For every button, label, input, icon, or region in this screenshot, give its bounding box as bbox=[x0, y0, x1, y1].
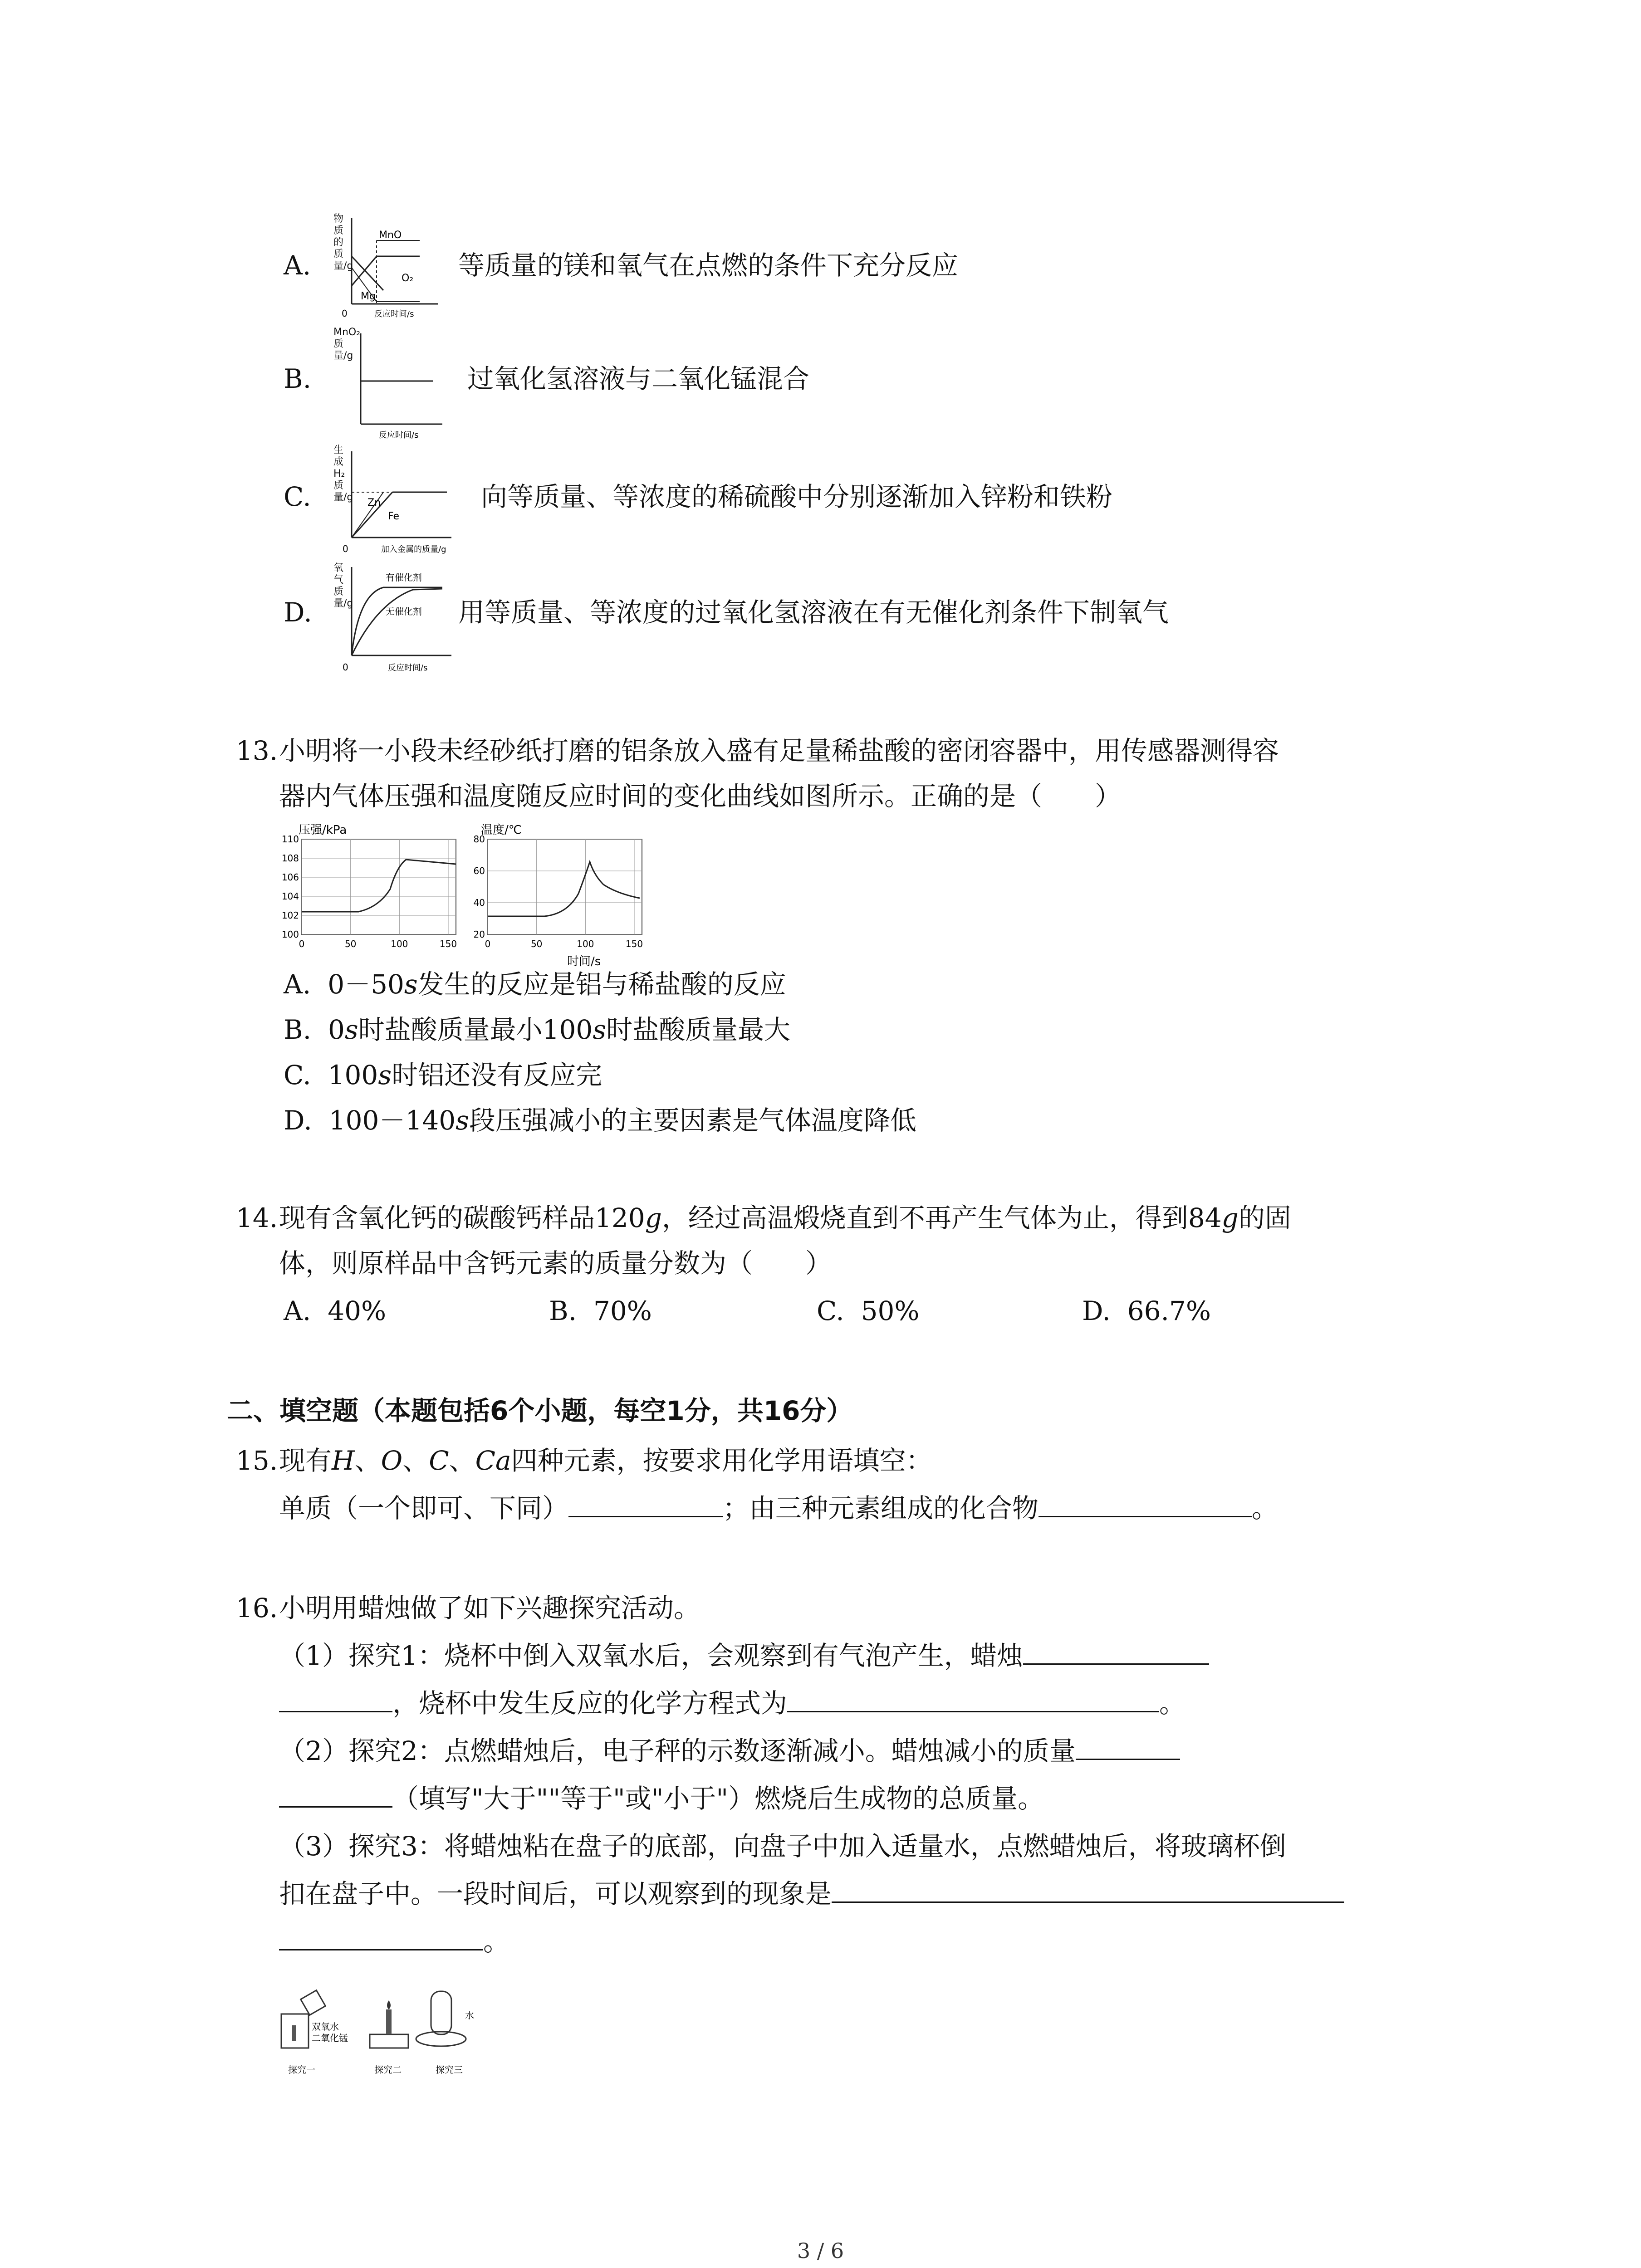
q15-sep2: 、 bbox=[402, 1445, 429, 1476]
q13-number: 13. bbox=[236, 735, 278, 766]
q13-option-d bbox=[284, 1102, 916, 1139]
q16-part2-line1 bbox=[279, 1733, 1180, 1769]
x-tick-label: 0 bbox=[485, 938, 491, 949]
q16-intro: 小明用蜡烛做了如下兴趣探究活动。 bbox=[279, 1593, 700, 1623]
graph-a-label-mg: Mg bbox=[361, 291, 376, 302]
q13-option-b-post: 时盐酸质量最大 bbox=[606, 1014, 791, 1045]
q14-line1 bbox=[279, 1200, 1291, 1236]
q13-stem-line1: 小明将一小段未经砂纸打磨的铝条放入盛有足量稀盐酸的密闭容器中，用传感器测得容 bbox=[279, 735, 1279, 766]
glass-icon bbox=[431, 1991, 451, 2034]
q15-sep3: 、 bbox=[449, 1445, 475, 1476]
y-tick-label: 102 bbox=[281, 910, 299, 921]
graph-d-label-no-catalyst: 无催化剂 bbox=[386, 606, 422, 617]
q16-experiment-figure bbox=[279, 1982, 506, 2082]
q15-element-c: C bbox=[429, 1445, 449, 1476]
q13-option-c-pre: 100 bbox=[328, 1060, 378, 1090]
q13-stem-line2: 器内气体压强和温度随反应时间的变化曲线如图所示。正确的是（ ） bbox=[279, 781, 1122, 811]
q13-option-a-post: 发生的反应是铝与稀盐酸的反应 bbox=[417, 969, 786, 1000]
q15-blank-element[interactable] bbox=[568, 1491, 723, 1517]
caption-exp3: 探究三 bbox=[436, 2064, 463, 2075]
q15-line2-a: 单质（一个即可、下同） bbox=[279, 1493, 569, 1524]
q15-line2-b: ；由三种元素组成的化合物 bbox=[723, 1493, 1039, 1524]
q13-option-a bbox=[284, 966, 786, 1002]
q13-option-b-unit2: s bbox=[593, 1014, 607, 1045]
x-tick-label: 150 bbox=[625, 938, 643, 949]
y-tick-label: 100 bbox=[281, 929, 299, 940]
graph-a-ylabel: 物质的质量/g bbox=[333, 213, 353, 272]
q16-number: 16. bbox=[236, 1593, 278, 1623]
y-tick-label: 40 bbox=[473, 897, 485, 908]
q14-option-a bbox=[284, 1293, 386, 1329]
q12-option-c-text: 向等质量、等浓度的稀硫酸中分别逐渐加入锌粉和铁粉 bbox=[481, 481, 1113, 512]
caption-exp1: 探究一 bbox=[288, 2064, 315, 2075]
y-tick-label: 108 bbox=[281, 853, 299, 864]
q12-option-d-graph bbox=[333, 562, 465, 678]
q14-option-b-letter: B. bbox=[549, 1295, 577, 1326]
q14-line1-c: 的固 bbox=[1238, 1202, 1291, 1233]
q15-line1 bbox=[279, 1442, 932, 1479]
q13-option-a-unit: s bbox=[404, 969, 418, 1000]
y-tick-label: 60 bbox=[473, 865, 485, 876]
q14-option-a-text: 40% bbox=[328, 1295, 387, 1326]
q16-part3-line3 bbox=[279, 1923, 509, 1960]
q16-part2-b: （填写"大于""等于"或"小于"）燃烧后生成物的总质量。 bbox=[392, 1783, 1044, 1814]
graph-d-origin: 0 bbox=[343, 662, 348, 673]
q16-part3-line1: （3）探究3：将蜡烛粘在盘子的底部，向盘子中加入适量水，点燃蜡烛后，将玻璃杯倒 bbox=[279, 1831, 1286, 1862]
q14-option-b-text: 70% bbox=[593, 1295, 652, 1326]
pressure-chart-ylabel: 压强/kPa bbox=[299, 823, 347, 837]
q14-line1-a: 现有含氧化钙的碳酸钙样品120 bbox=[279, 1202, 645, 1233]
q14-option-d-letter: D. bbox=[1082, 1295, 1111, 1326]
q12-option-a-text: 等质量的镁和氧气在点燃的条件下充分反应 bbox=[458, 250, 959, 281]
q13-option-d-letter: D. bbox=[284, 1105, 312, 1136]
q12-option-b-text: 过氧化氢溶液与二氧化锰混合 bbox=[467, 363, 810, 394]
x-tick-label: 100 bbox=[577, 938, 594, 949]
x-tick-label: 50 bbox=[344, 938, 357, 949]
q13-temperature-chart bbox=[472, 821, 662, 971]
x-tick-label: 150 bbox=[439, 938, 457, 949]
q15-element-h: H bbox=[332, 1445, 355, 1476]
graph-d-label-catalyst: 有催化剂 bbox=[386, 572, 422, 583]
q16-part3-line2 bbox=[279, 1876, 1344, 1912]
graph-b-xlabel: 反应时间/s bbox=[379, 430, 419, 440]
q16-part3-c: 。 bbox=[483, 1926, 510, 1957]
q16-part1-line2 bbox=[279, 1685, 1185, 1721]
q15-sep1: 、 bbox=[354, 1445, 381, 1476]
q13-pressure-chart bbox=[277, 821, 467, 971]
graph-d-ylabel: 氧气质量/g bbox=[333, 562, 353, 609]
q16-blank-phenomenon[interactable] bbox=[832, 1877, 1344, 1903]
q14-option-c bbox=[817, 1293, 920, 1329]
q12-option-c-letter: C. bbox=[284, 481, 311, 512]
figure-label-mno2: 二氧化锰 bbox=[312, 2033, 348, 2043]
graph-a-xlabel: 反应时间/s bbox=[374, 309, 414, 319]
q13-option-b-mid: 时盐酸质量最小100 bbox=[358, 1014, 593, 1045]
q13-option-d-unit: s bbox=[456, 1105, 469, 1136]
q14-number: 14. bbox=[236, 1202, 278, 1233]
q14-unit-g: g bbox=[645, 1202, 662, 1233]
candle-icon-2 bbox=[386, 2009, 392, 2034]
q16-part1-line1 bbox=[279, 1637, 1209, 1674]
q13-option-d-post: 段压强减小的主要因素是气体温度降低 bbox=[469, 1105, 916, 1136]
candle-icon bbox=[292, 2025, 296, 2041]
q14-line1-b: ，经过高温煅烧直到不再产生气体为止，得到84 bbox=[661, 1202, 1222, 1233]
q16-blank-candle-cont[interactable] bbox=[279, 1686, 392, 1712]
q15-line2-c: 。 bbox=[1252, 1493, 1279, 1524]
q12-option-a-letter: A. bbox=[284, 250, 311, 281]
q14-option-c-letter: C. bbox=[817, 1295, 844, 1326]
q15-element-ca: Ca bbox=[475, 1445, 511, 1476]
q16-blank-compare-cont[interactable] bbox=[279, 1782, 392, 1808]
scale-icon bbox=[370, 2034, 408, 2048]
graph-a-label-o2: O₂ bbox=[402, 273, 414, 284]
q13-option-a-letter: A. bbox=[284, 969, 311, 1000]
q14-option-c-text: 50% bbox=[861, 1295, 920, 1326]
q13-option-c bbox=[284, 1057, 602, 1093]
q13-option-b-letter: B. bbox=[284, 1014, 312, 1045]
q13-option-d-pre: 100－140 bbox=[328, 1105, 456, 1136]
bottle-icon bbox=[301, 1990, 326, 2015]
q14-option-d bbox=[1082, 1293, 1211, 1329]
graph-c-label-fe: Fe bbox=[388, 511, 399, 522]
q16-part2-a: （2）探究2：点燃蜡烛后，电子秤的示数逐渐减小。蜡烛减小的质量 bbox=[279, 1735, 1076, 1766]
graph-a-origin: 0 bbox=[342, 308, 348, 319]
figure-label-h2o2: 双氧水 bbox=[312, 2021, 339, 2032]
y-tick-label: 20 bbox=[473, 929, 485, 940]
q16-part1-a: （1）探究1：烧杯中倒入双氧水后，会观察到有气泡产生，蜡烛 bbox=[279, 1640, 1023, 1671]
q14-option-d-text: 66.7% bbox=[1127, 1295, 1211, 1326]
page-number: 3 / 6 bbox=[797, 2239, 844, 2263]
q16-blank-candle[interactable] bbox=[1023, 1639, 1209, 1665]
q15-line2 bbox=[279, 1490, 1278, 1526]
q15-line1-a: 现有 bbox=[279, 1445, 332, 1476]
q16-blank-phenomenon-cont[interactable] bbox=[279, 1925, 483, 1950]
q15-element-o: O bbox=[381, 1445, 403, 1476]
section2-heading: 二、填空题（本题包括6个小题，每空1分，共16分） bbox=[227, 1395, 853, 1426]
temp-chart-xlabel: 时间/s bbox=[567, 955, 601, 968]
graph-c-origin: 0 bbox=[343, 543, 348, 554]
q16-blank-equation[interactable] bbox=[787, 1686, 1159, 1712]
q16-blank-compare[interactable] bbox=[1076, 1734, 1180, 1760]
q14-unit-g2: g bbox=[1221, 1202, 1239, 1233]
q13-option-c-post: 时铝还没有反应完 bbox=[392, 1060, 603, 1090]
q12-option-b-letter: B. bbox=[284, 363, 312, 394]
q15-number: 15. bbox=[236, 1445, 278, 1476]
caption-exp2: 探究二 bbox=[374, 2064, 402, 2075]
q12-option-d-text: 用等质量、等浓度的过氧化氢溶液在有无催化剂条件下制氧气 bbox=[458, 597, 1169, 628]
figure-label-water: 水 bbox=[465, 2010, 474, 2021]
graph-c-ylabel: 生成H₂质量/g bbox=[333, 445, 353, 503]
q13-option-c-unit: s bbox=[378, 1060, 392, 1090]
y-tick-label: 104 bbox=[281, 891, 299, 902]
x-tick-label: 0 bbox=[299, 938, 305, 949]
q15-blank-compound[interactable] bbox=[1038, 1491, 1252, 1517]
graph-c-xlabel: 加入金属的质量/g bbox=[381, 545, 446, 554]
x-tick-label: 50 bbox=[530, 938, 543, 949]
q13-option-b-unit: s bbox=[344, 1014, 358, 1045]
q12-option-c-graph bbox=[333, 447, 479, 562]
graph-b-ylabel: MnO₂质量/g bbox=[333, 327, 361, 362]
q16-part1-c: 。 bbox=[1159, 1688, 1186, 1719]
q14-option-b bbox=[549, 1293, 652, 1329]
flame-icon bbox=[387, 2000, 391, 2009]
q13-option-a-pre: 0－50 bbox=[328, 969, 404, 1000]
q14-line2: 体，则原样品中含钙元素的质量分数为（ ） bbox=[279, 1248, 832, 1279]
q13-option-b-pre: 0 bbox=[328, 1014, 345, 1045]
q14-option-a-letter: A. bbox=[284, 1295, 311, 1326]
graph-c-label-zn: Zn bbox=[367, 497, 381, 508]
q13-option-b bbox=[284, 1012, 790, 1048]
x-tick-label: 100 bbox=[391, 938, 408, 949]
graph-a-label-mno: MnO bbox=[379, 230, 402, 241]
temperature-curve bbox=[488, 862, 640, 916]
q16-part2-line2 bbox=[279, 1780, 1044, 1817]
y-tick-label: 80 bbox=[473, 834, 485, 845]
q12-option-d-letter: D. bbox=[284, 597, 312, 628]
pressure-curve bbox=[302, 860, 456, 912]
q16-part3-b: 扣在盘子中。一段时间后，可以观察到的现象是 bbox=[279, 1878, 832, 1909]
graph-d-xlabel: 反应时间/s bbox=[388, 663, 428, 673]
y-tick-label: 106 bbox=[281, 872, 299, 883]
temp-chart-ylabel: 温度/℃ bbox=[481, 823, 522, 837]
q16-part1-b: ，烧杯中发生反应的化学方程式为 bbox=[392, 1688, 788, 1719]
q15-line1-b: 四种元素，按要求用化学用语填空： bbox=[511, 1445, 932, 1476]
y-tick-label: 110 bbox=[281, 834, 299, 845]
q13-option-c-letter: C. bbox=[284, 1060, 311, 1090]
